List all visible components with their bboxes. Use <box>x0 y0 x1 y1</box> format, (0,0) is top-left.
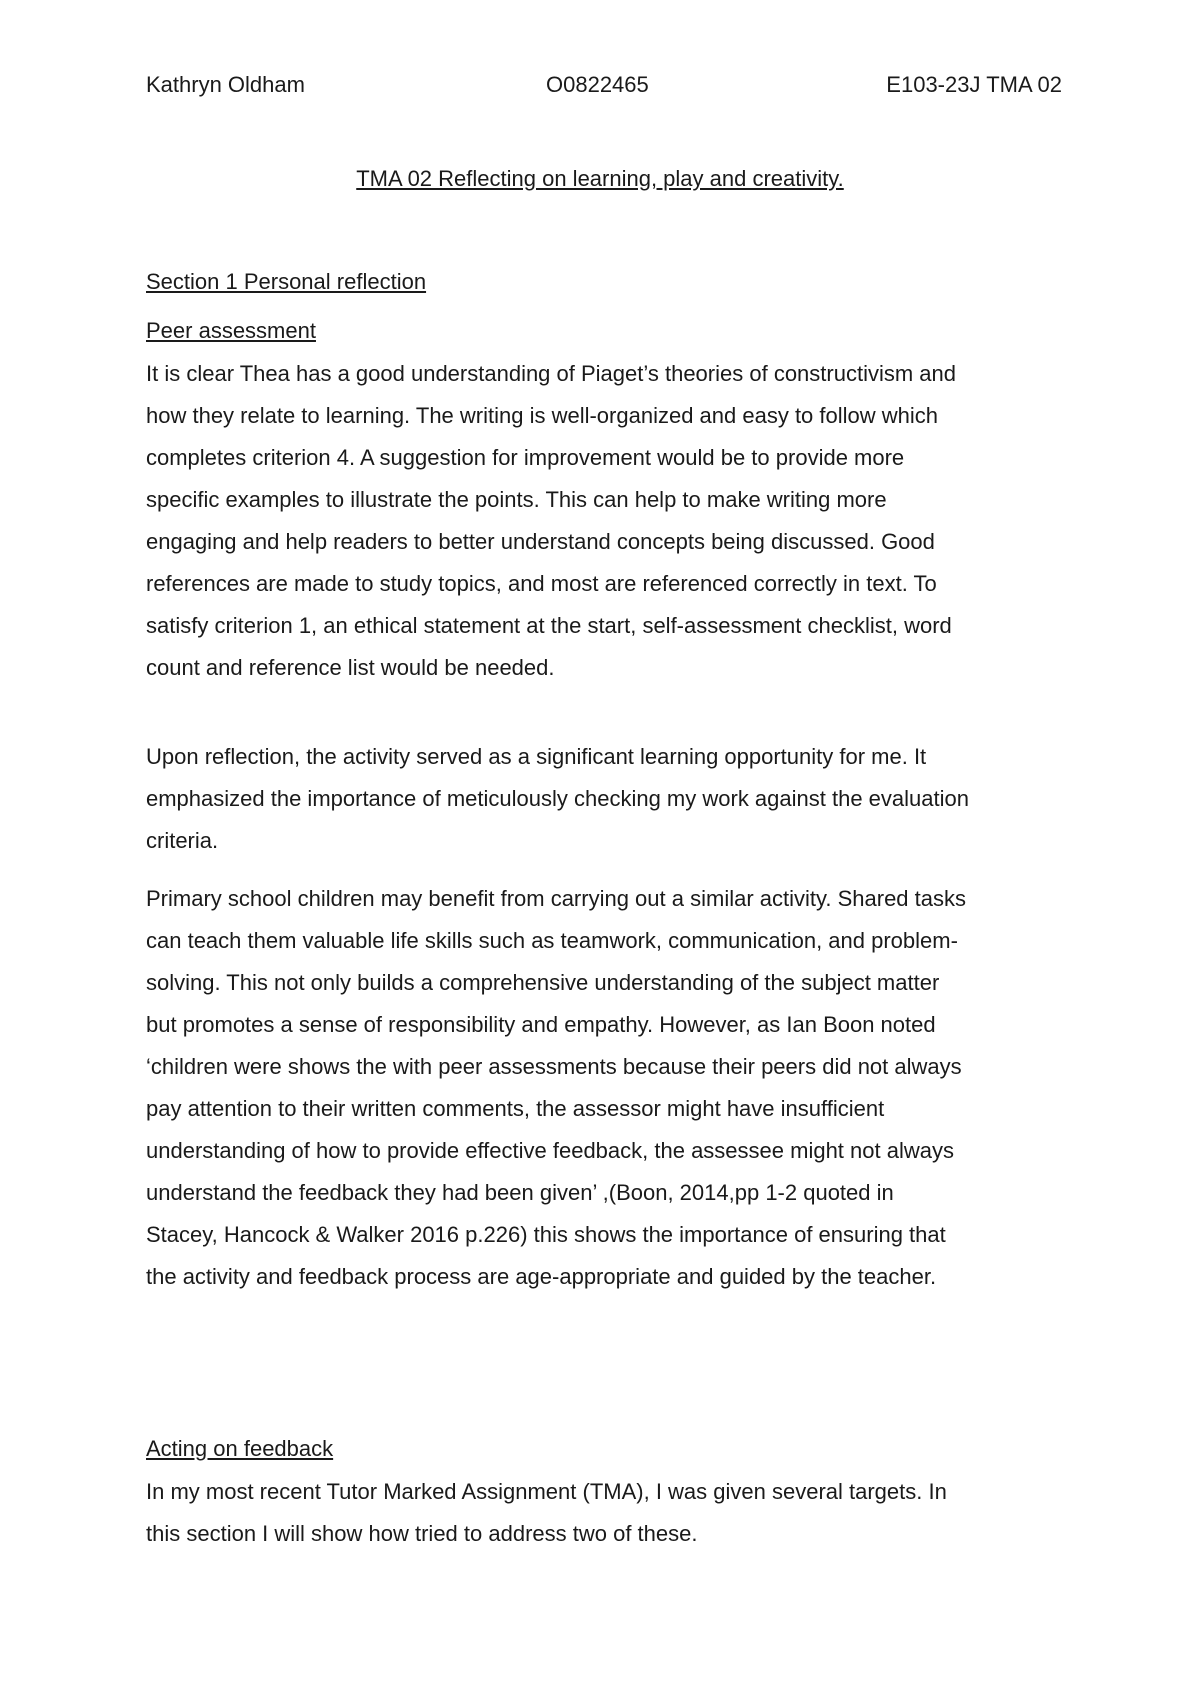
text-line: pay attention to their written comments, the assessor might have insufficient <box>146 1096 885 1121</box>
text-line: engaging and help readers to better understand concepts being discussed. Good <box>146 529 935 554</box>
text-line: specific examples to illustrate the points. This can help to make writing more <box>146 487 887 512</box>
text-line: It is clear Thea has a good understanding of Piaget’s theories of constructivism and <box>146 361 956 386</box>
text-line: understanding of how to provide effective feedback, the assessee might not always <box>146 1138 954 1163</box>
section-heading: Section 1 Personal reflection <box>146 269 427 294</box>
text-line: can teach them valuable life skills such as teamwork, communication, and problem- <box>146 928 958 953</box>
paragraph-reflection <box>146 736 1066 862</box>
text-line: references are made to study topics, and most are referenced correctly in text. To <box>146 571 937 596</box>
subsection-heading: Peer assessment <box>146 318 316 343</box>
text-line: emphasized the importance of meticulously checking my work against the evaluation <box>146 786 969 811</box>
section-heading-feedback: Acting on feedback <box>146 1436 334 1461</box>
text-line: the activity and feedback process are age-appropriate and guided by the teacher. <box>146 1264 937 1289</box>
text-line: criteria. <box>146 828 219 853</box>
text-line: count and reference list would be needed. <box>146 655 555 680</box>
text-line: In my most recent Tutor Marked Assignment (TMA), I was given several targets. In <box>146 1479 947 1504</box>
student-id: O0822465 <box>546 72 649 97</box>
paragraph-primary-school <box>146 878 1066 1298</box>
page-header <box>146 72 1062 102</box>
paragraph-peer-assessment <box>146 353 1066 689</box>
course-code: E103-23J TMA 02 <box>886 72 1062 97</box>
text-line: satisfy criterion 1, an ethical statement at the start, self-assessment checklist, word <box>146 613 952 638</box>
text-line: ‘children were shows the with peer assessments because their peers did not always <box>146 1054 962 1079</box>
text-line: Stacey, Hancock & Walker 2016 p.226) this shows the importance of ensuring that <box>146 1222 946 1247</box>
text-line: completes criterion 4. A suggestion for improvement would be to provide more <box>146 445 905 470</box>
author-name: Kathryn Oldham <box>146 72 305 97</box>
document-title: TMA 02 Reflecting on learning, play and creativity. <box>356 166 844 191</box>
text-line: understand the feedback they had been given’ ,(Boon, 2014,pp 1-2 quoted in <box>146 1180 894 1205</box>
text-line: but promotes a sense of responsibility and empathy. However, as Ian Boon noted <box>146 1012 936 1037</box>
text-line: how they relate to learning. The writing is well-organized and easy to follow which <box>146 403 939 428</box>
text-line: Upon reflection, the activity served as a significant learning opportunity for me. It <box>146 744 927 769</box>
text-line: solving. This not only builds a comprehensive understanding of the subject matter <box>146 970 940 995</box>
text-line: Primary school children may benefit from carrying out a similar activity. Shared tasks <box>146 886 966 911</box>
paragraph-acting-on-feedback <box>146 1471 1066 1555</box>
text-line: this section I will show how tried to address two of these. <box>146 1521 698 1546</box>
